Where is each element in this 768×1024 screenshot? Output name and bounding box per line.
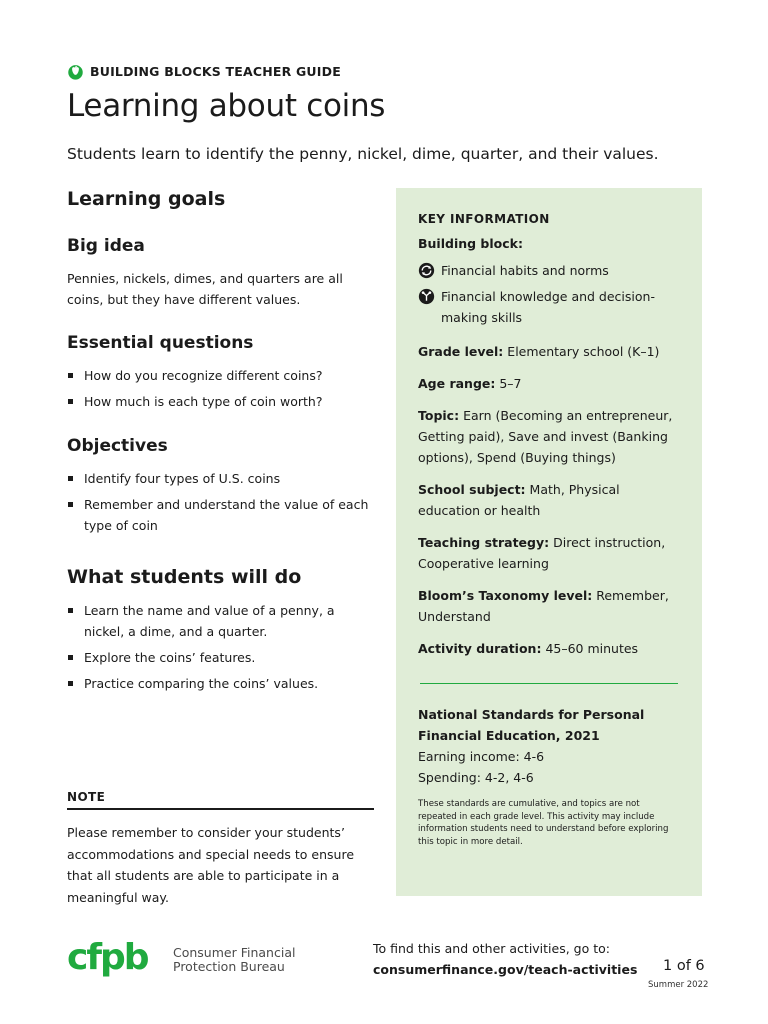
list-item: Explore the coins’ features.: [67, 647, 377, 668]
list-item: Practice comparing the coins’ values.: [67, 673, 377, 694]
key-information-title: KEY INFORMATION: [418, 212, 550, 226]
list-item: Learn the name and value of a penny, a nickel, a dime, and a quarter.: [67, 600, 377, 642]
page-subtitle: Students learn to identify the penny, nickel, dime, quarter, and their values.: [67, 145, 659, 163]
building-block-item: [418, 286, 680, 328]
note-title: NOTE: [67, 790, 374, 810]
objectives-section: [67, 436, 377, 541]
what-students-do-section: [67, 566, 377, 699]
building-block-item: [418, 260, 680, 281]
building-block-label-knowledge: Financial knowledge and decision-making skills: [441, 289, 655, 325]
list-item: How much is each type of coin worth?: [67, 391, 367, 412]
essential-questions-list: [67, 365, 367, 412]
standards-line: Earning income: 4-6: [418, 749, 545, 764]
grade-level-field: Grade level: Elementary school (K–1): [418, 344, 660, 359]
note-section: [67, 790, 374, 908]
cfpb-logo-text: Consumer Financial Protection Bureau: [173, 945, 296, 974]
key-information-box: [396, 188, 702, 896]
essential-questions-heading: Essential questions: [67, 333, 254, 353]
blooms-taxonomy-field: Bloom’s Taxonomy level: Remember, Understand: [418, 588, 669, 624]
learning-goals-heading: Learning goals: [67, 188, 226, 210]
apple-icon: [67, 63, 84, 80]
knowledge-icon: [418, 288, 435, 305]
activity-duration-field: Activity duration: 45–60 minutes: [418, 641, 639, 656]
age-range-field: Age range: 5–7: [418, 376, 522, 391]
big-idea-section: [67, 236, 367, 310]
what-students-do-list: [67, 600, 377, 694]
building-block-label-habits: Financial habits and norms: [441, 263, 609, 278]
list-item: How do you recognize different coins?: [67, 365, 367, 386]
cfpb-logo-mark: [67, 935, 159, 985]
what-students-do-heading: What students will do: [67, 566, 302, 588]
standards-title: National Standards for Personal Financial Education, 2021: [418, 707, 645, 743]
habits-icon: [418, 262, 435, 279]
guide-tag-label: BUILDING BLOCKS TEACHER GUIDE: [90, 64, 341, 79]
list-item: Identify four types of U.S. coins: [67, 468, 377, 489]
objectives-heading: Objectives: [67, 436, 168, 456]
teaching-strategy-field: Teaching strategy: Direct instruction, Cooperative learning: [418, 535, 666, 571]
topic-field: Topic: Earn (Becoming an entrepreneur, Getting paid), Save and invest (Banking options), Spend (Buying things): [418, 408, 673, 465]
building-block-label: Building block:: [418, 236, 523, 251]
school-subject-field: School subject: Math, Physical education or health: [418, 482, 620, 518]
page-number: 1 of 6: [663, 958, 705, 974]
key-divider: [420, 683, 678, 684]
page-title: Learning about coins: [67, 88, 386, 124]
big-idea-text: Pennies, nickels, dimes, and quarters are all coins, but they have different values.: [67, 271, 343, 307]
cfpb-logo: [67, 935, 295, 985]
edition-date: Summer 2022: [648, 980, 709, 990]
footer-find-text: To find this and other activities, go to: consumerfinance.gov/teach-activities: [373, 938, 637, 980]
list-item: Remember and understand the value of each type of coin: [67, 494, 377, 536]
guide-tag: [67, 63, 341, 80]
standards-line: Spending: 4-2, 4-6: [418, 770, 534, 785]
activities-link[interactable]: consumerfinance.gov/teach-activities: [373, 962, 638, 977]
essential-questions-section: [67, 333, 367, 417]
big-idea-heading: Big idea: [67, 236, 145, 256]
note-text: Please remember to consider your students’ accommodations and special needs to ensure that all students are able to participate in a meaningful way.: [67, 825, 355, 905]
svg-text:cfpb: cfpb: [67, 937, 148, 978]
standards-note: These standards are cumulative, and topics are not repeated in each grade level. This activity may include information students need to understand before exploring this topic in more detail.: [418, 799, 669, 847]
objectives-list: [67, 468, 377, 536]
